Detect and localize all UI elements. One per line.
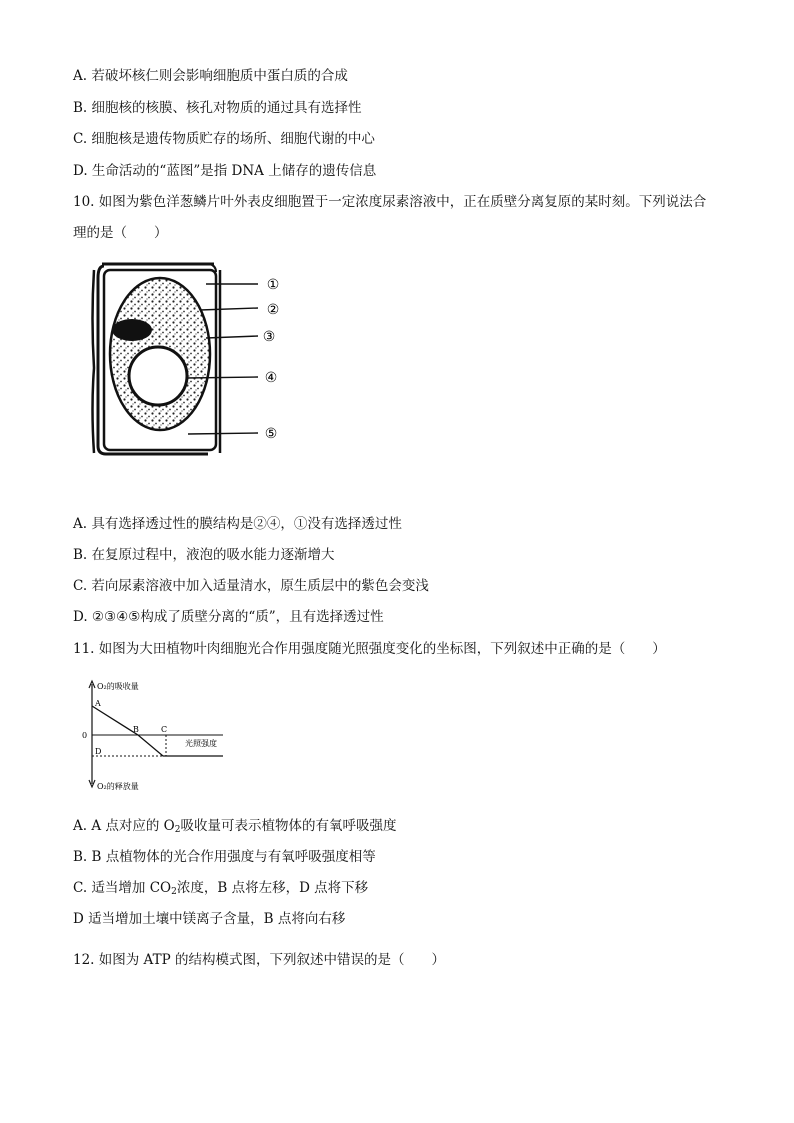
q10-option-d: D. ②③④⑤构成了质壁分离的“质”，且有选择透过性	[73, 609, 384, 625]
q9-option-b: B. 细胞核的核膜、核孔对物质的通过具有选择性	[73, 100, 362, 116]
graph-point-b: B	[133, 725, 139, 734]
q10-option-c: C. 若向尿素溶液中加入适量清水，原生质层中的紫色会变浅	[73, 578, 429, 594]
q10-stem-line1: 10. 如图为紫色洋葱鳞片叶外表皮细胞置于一定浓度尿素溶液中，正在质壁分离复原的某时刻。下列说法合	[73, 194, 707, 210]
cell-label-4: ④	[264, 370, 278, 386]
q9-option-a: A. 若破坏核仁则会影响细胞质中蛋白质的合成	[73, 68, 348, 84]
q11-option-d: D 适当增加土壤中镁离子含量，B 点将向右移	[73, 911, 346, 927]
q9-option-c: C. 细胞核是遗传物质贮存的场所、细胞代谢的中心	[73, 131, 375, 147]
q10-stem-line2: 理的是（ ）	[73, 225, 168, 241]
graph-y-top-label: O₂的吸收量	[97, 682, 139, 691]
q11-option-b: B. B 点植物体的光合作用强度与有氧呼吸强度相等	[73, 849, 376, 865]
q11-stem: 11. 如图为大田植物叶肉细胞光合作用强度随光照强度变化的坐标图，下列叙述中正确的是（ ）	[73, 641, 666, 657]
q9-option-d: D. 生命活动的“蓝图”是指 DNA 上储存的遗传信息	[73, 163, 377, 179]
photosynthesis-graph	[80, 676, 230, 794]
q10-option-a: A. 具有选择透过性的膜结构是②④，①没有选择透过性	[73, 516, 402, 532]
plant-cell-figure	[88, 258, 298, 463]
graph-x-label: 光照强度	[185, 739, 217, 748]
graph-origin: 0	[82, 731, 88, 740]
q11-option-a: A. A 点对应的 $O_2$吸收量可表示植物体的有氧呼吸强度	[73, 818, 397, 835]
cell-label-3: ③	[262, 329, 276, 345]
cell-label-2: ②	[266, 302, 280, 318]
graph-point-a: A	[95, 699, 101, 708]
q12-stem: 12. 如图为 ATP 的结构模式图，下列叙述中错误的是（ ）	[73, 952, 445, 968]
cell-label-1: ①	[266, 277, 280, 293]
graph-point-d: D	[95, 747, 102, 756]
graph-y-bottom-label: O₂的释放量	[97, 782, 139, 791]
graph-point-c: C	[161, 725, 168, 734]
q10-option-b: B. 在复原过程中，液泡的吸水能力逐渐增大	[73, 547, 335, 563]
cell-label-5: ⑤	[264, 426, 278, 442]
q11-option-c: C. 适当增加 $CO_2$浓度，B 点将左移，D 点将下移	[73, 880, 369, 897]
